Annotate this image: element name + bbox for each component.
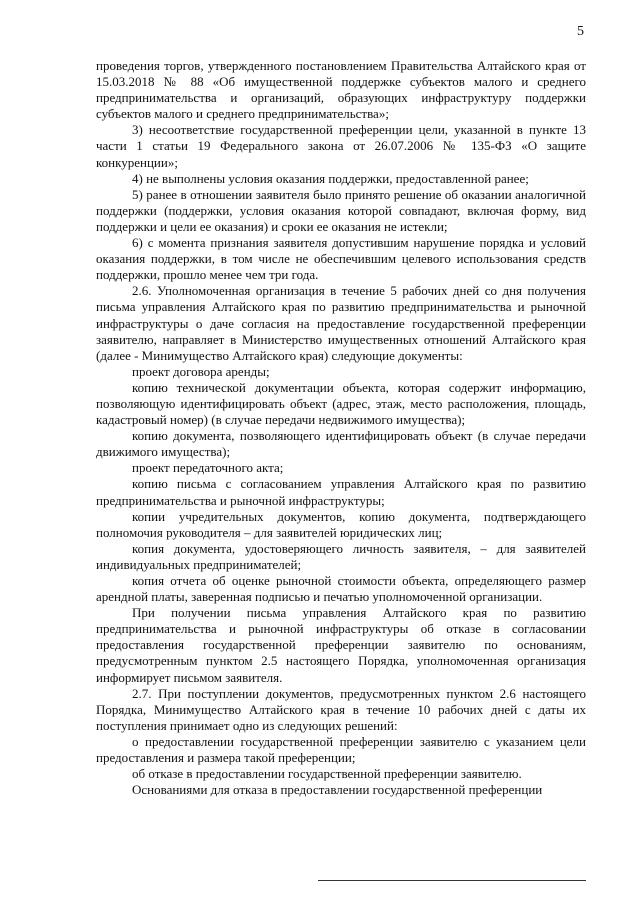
footer-rule <box>318 880 586 881</box>
paragraph: 5) ранее в отношении заявителя было принято решение об оказании аналогичной поддержки (поддержки, условия оказания которой совпадают, включая форму, вид поддержки и цели ее оказания) и сроки ее оказания не истекли; <box>96 186 586 234</box>
paragraph: 6) с момента признания заявителя допустившим нарушение порядка и условий оказания поддержки, в том числе не обеспечившим целевого использования средств поддержки, прошло менее чем три года. <box>96 235 586 283</box>
paragraph: копию технической документации объекта, которая содержит информацию, позволяющую идентифицировать объект (адрес, этаж, место расположения, площадь, кадастровый номер) (в случае передачи недвижимого имущества); <box>96 379 586 428</box>
paragraph: копия документа, удостоверяющего личность заявителя, – для заявителей индивидуальных предпринимателей; <box>96 540 586 572</box>
paragraph: проект договора аренды; <box>132 363 270 379</box>
paragraph: проведения торгов, утвержденного постановлением Правительства Алтайского края от 15.03.2018 № 88 «Об имущественной поддержке субъектов малого и среднего предпринимательства и организаций, образующих инфраструктуру поддержки субъектов малого и среднего предпринимательства»; <box>96 58 586 122</box>
paragraph: 2.7. При поступлении документов, предусмотренных пунктом 2.6 настоящего Порядка, Минимущество Алтайского края в течение 10 рабочих дней с даты их поступления принимает одно из следующих решений: <box>96 685 586 733</box>
document-body <box>96 58 586 798</box>
paragraph: о предоставлении государственной преференции заявителю с указанием цели предоставления и размера такой преференции; <box>96 733 586 766</box>
paragraph: 4) не выполнены условия оказания поддержки, предоставленной ранее; <box>132 170 529 186</box>
page-number: 5 <box>577 24 584 39</box>
paragraph: копии учредительных документов, копию документа, подтверждающего полномочия руководителя – для заявителей юридических лиц; <box>96 508 586 540</box>
paragraph: копию документа, позволяющего идентифицировать объект (в случае передачи движимого имущества); <box>96 428 586 460</box>
paragraph: При получении письма управления Алтайского края по развитию предпринимательства и рыночной инфраструктуры об отказе в согласовании предоставления государственной преференции заявителю по основаниям, предусмотренным пунктом 2.5 настоящего Порядка, уполномоченная организация информирует письмом заявителя. <box>96 605 586 685</box>
paragraph: копия отчета об оценке рыночной стоимости объекта, определяющего размер арендной платы, заверенная подписью и печатью уполномоченной организации. <box>96 573 586 605</box>
paragraph: 3) несоответствие государственной преференции цели, указанной в пункте 13 части 1 статьи 19 Федерального закона от 26.07.2006 № 135-ФЗ «О защите конкуренции»; <box>96 122 586 170</box>
paragraph: об отказе в предоставлении государственной преференции заявителю. <box>132 766 522 782</box>
paragraph: копию письма с согласованием управления Алтайского края по развитию предпринимательства и рыночной инфраструктуры; <box>96 476 586 508</box>
paragraph: Основаниями для отказа в предоставлении государственной преференции <box>132 782 543 798</box>
paragraph: проект передаточного акта; <box>132 460 284 476</box>
paragraph: 2.6. Уполномоченная организация в течение 5 рабочих дней со дня получения письма управления Алтайского края по развитию предпринимательства и рыночной инфраструктуры о даче согласия на предоставление государственной преференции заявителю, направляет в Министерство имущественных отношений Алтайского края (далее - Минимущество Алтайского края) следующие документы: <box>96 283 586 363</box>
